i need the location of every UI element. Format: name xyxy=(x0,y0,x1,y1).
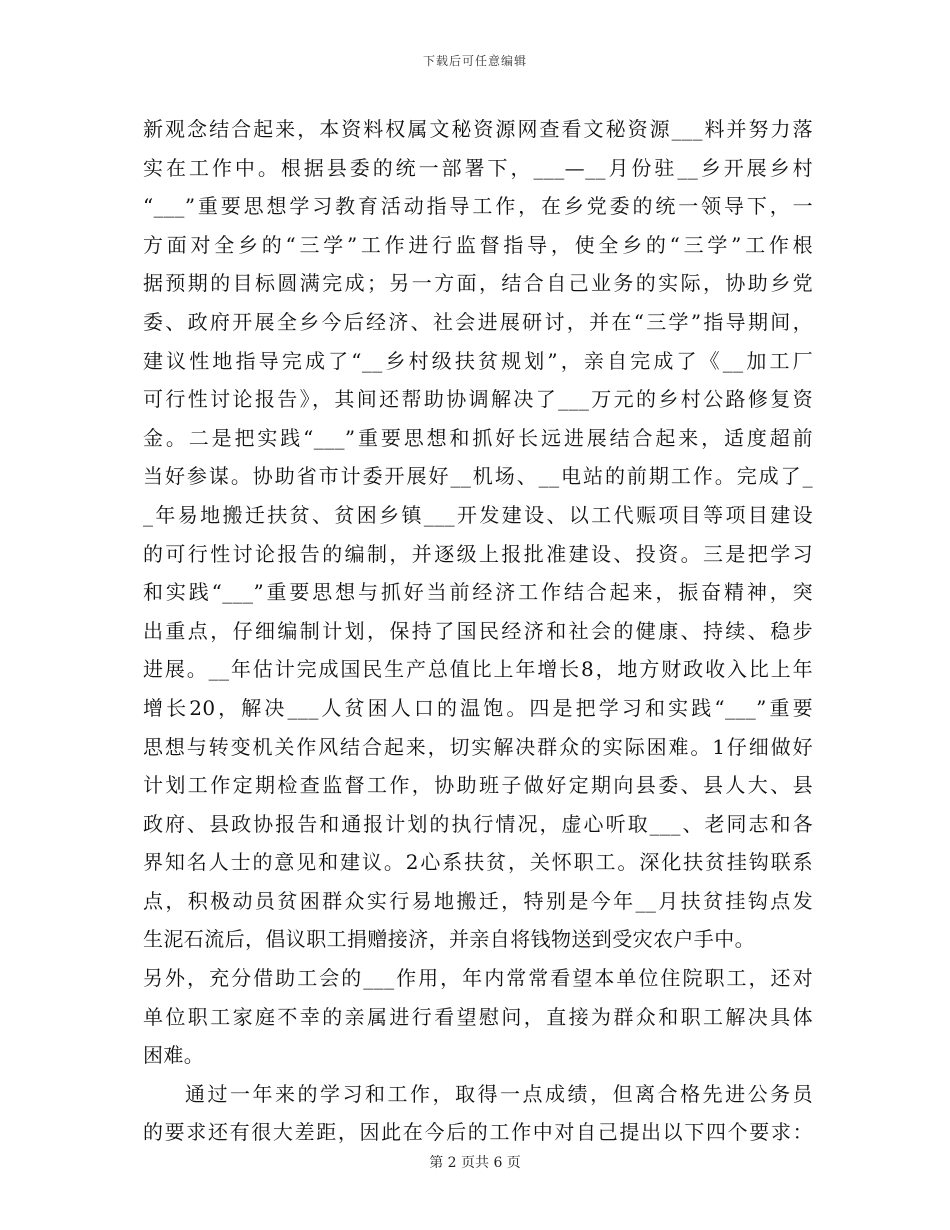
body-line: _年易地搬迁扶贫、贫困乡镇___开发建设、以工代赈项目等项目建设 xyxy=(143,502,813,527)
body-line: 和实践“___”重要思想与抓好当前经济工作结合起来，振奋精神，突 xyxy=(143,580,813,605)
body-line: 另外，充分借助工会的___作用，年内常常看望本单位住院职工，还对 xyxy=(143,966,813,991)
body-line: 政府、县政协报告和通报计划的执行情况，虚心听取___、老同志和各 xyxy=(143,811,813,836)
body-line: 据预期的目标圆满完成；另一方面，结合自己业务的实际，协助乡党 xyxy=(143,271,813,296)
body-line: 当好参谋。协助省市计委开展好__机场、__电站的前期工作。完成了_ xyxy=(143,464,813,489)
body-line: 的可行性讨论报告的编制，并逐级上报批准建设、投资。三是把学习 xyxy=(143,541,813,566)
body-line: “___”重要思想学习教育活动指导工作，在乡党委的统一领导下，一 xyxy=(143,194,813,219)
body-line: 增长20，解决___人贫困人口的温饱。四是把学习和实践“___”重要 xyxy=(143,695,813,720)
body-line: 实在工作中。根据县委的统一部署下，___—__月份驻__乡开展乡村 xyxy=(143,155,813,180)
body-line: 生泥石流后，倡议职工捐赠接济，并亲自将钱物送到受灾农户手中。 xyxy=(143,927,755,952)
body-line: 金。二是把实践“___”重要思想和抓好长远进展结合起来，适度超前 xyxy=(143,425,813,450)
body-line: 计划工作定期检查监督工作，协助班子做好定期向县委、县人大、县 xyxy=(143,773,813,798)
body-line: 点，积极动员贫困群众实行易地搬迁，特别是今年__月扶贫挂钩点发 xyxy=(143,888,813,913)
document-body xyxy=(143,110,813,1152)
body-line: 新观念结合起来，本资料权属文秘资源网查看文秘资源___料并努力落 xyxy=(143,117,813,141)
body-line: 思想与转变机关作风结合起来，切实解决群众的实际困难。1仔细做好 xyxy=(143,734,813,759)
page-footer: 第 2 页共 6 页 xyxy=(429,1155,521,1171)
body-line: 界知名人士的意见和建议。2心系扶贫，关怀职工。深化扶贫挂钩联系 xyxy=(143,850,813,875)
body-line: 单位职工家庭不幸的亲属进行看望慰问，直接为群众和职工解决具体 xyxy=(143,1004,813,1029)
body-line: 出重点，仔细编制计划，保持了国民经济和社会的健康、持续、稳步 xyxy=(143,618,813,643)
body-line: 通过一年来的学习和工作，取得一点成绩，但离合格先进公务员 xyxy=(185,1081,813,1106)
body-line: 建议性地指导完成了“__乡村级扶贫规划”，亲自完成了《__加工厂 xyxy=(143,348,813,373)
page-header: 下载后可任意编辑 xyxy=(422,54,527,68)
body-line: 委、政府开展全乡今后经济、社会进展研讨，并在“三学”指导期间， xyxy=(143,309,813,334)
body-line: 困难。 xyxy=(143,1043,205,1068)
body-line: 方面对全乡的“三学”工作进行监督指导，使全乡的“三学”工作根 xyxy=(143,232,813,257)
body-line: 的要求还有很大差距，因此在今后的工作中对自己提出以下四个要求： xyxy=(143,1120,813,1145)
body-line: 进展。__年估计完成国民生产总值比上年增长8，地方财政收入比上年 xyxy=(143,657,813,682)
body-line: 可行性讨论报告》，其间还帮助协调解决了___万元的乡村公路修复资 xyxy=(143,387,813,412)
